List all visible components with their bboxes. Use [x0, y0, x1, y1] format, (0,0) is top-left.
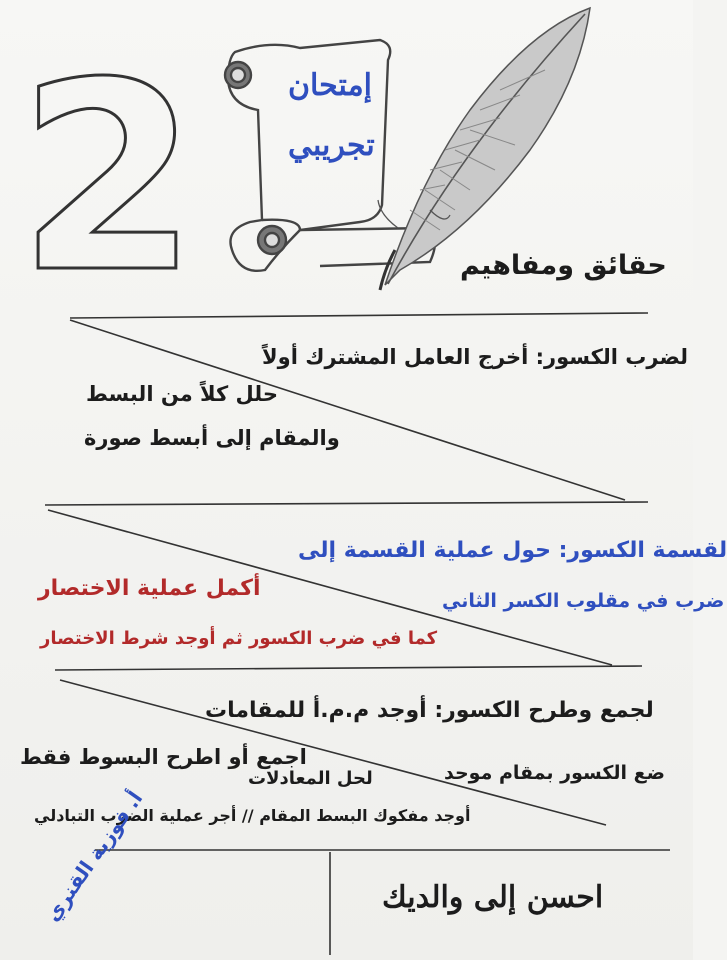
- page-subtitle: حقائق ومفاهيم: [460, 250, 667, 281]
- multiply-rule: لضرب الكسور: أخرج العامل المشترك أولاً: [262, 345, 689, 369]
- divide-rule-cont: ضرب في مقلوب الكسر الثاني: [442, 590, 725, 612]
- add-subtract-rule: لجمع وطرح الكسور: أوجد م.م.أ للمقامات: [205, 698, 654, 723]
- add-subtract-note-line1: اجمع أو اطرح البسوط فقط: [20, 745, 307, 769]
- multiply-note-line1: حلل كلاً من البسط: [86, 382, 278, 406]
- divide-rule: لقسمة الكسور: حول عملية القسمة إلى: [298, 538, 727, 563]
- divide-note-line1: أكمل عملية الاختصار: [38, 576, 261, 601]
- scroll-title-line1: إمتحان: [288, 68, 372, 103]
- add-subtract-note-line2: لحل المعادلات: [248, 768, 373, 789]
- footer-motto: احسن إلى والديك: [382, 880, 604, 915]
- add-subtract-rule-cont: ضع الكسور بمقام موحد: [444, 762, 666, 784]
- big-number-two: 2: [17, 28, 199, 330]
- author-signature: أ. فوزية القنري: [40, 786, 148, 926]
- multiply-note-line2: والمقام إلى أبسط صورة: [84, 426, 340, 450]
- divide-note-line2: كما في ضرب الكسور ثم أوجد شرط الاختصار: [40, 628, 438, 649]
- scroll-title-line2: تجريبي: [288, 128, 375, 163]
- add-subtract-note-line3: أوجد مفكوك البسط المقام // أجر عملية الضرب التبادلي: [34, 806, 471, 825]
- feather-drawing: [378, 8, 590, 290]
